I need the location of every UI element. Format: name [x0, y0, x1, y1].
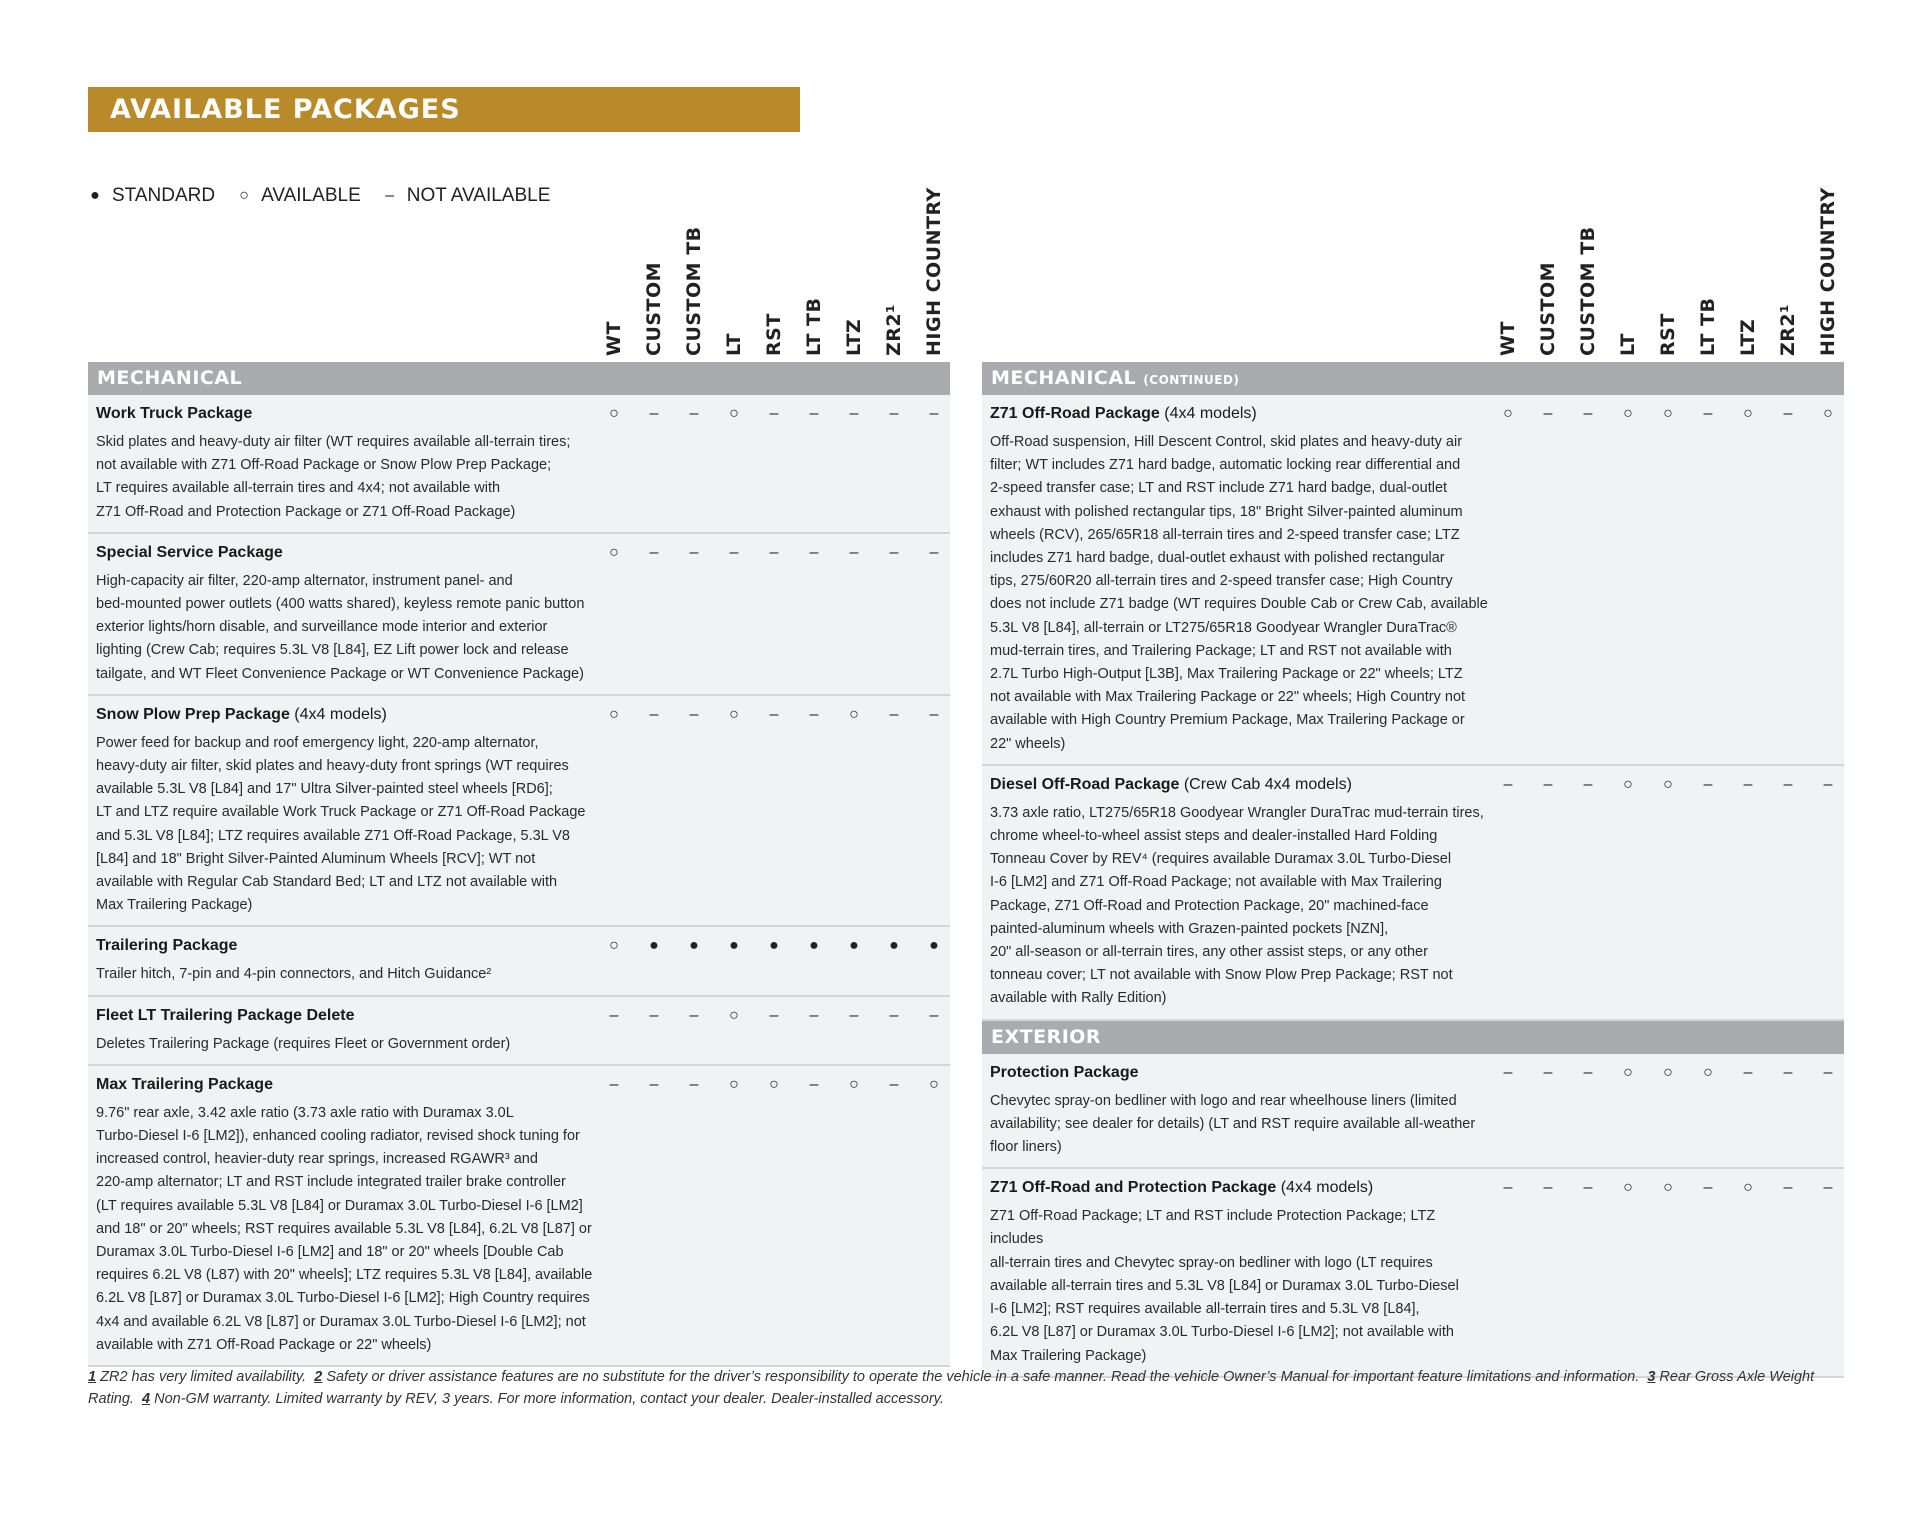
availability-mark: –	[1583, 1063, 1593, 1081]
availability-mark: –	[1543, 1179, 1553, 1197]
description-line: 6.2L V8 [L87] or Duramax 3.0L Turbo-Diesel I-6 [LM2]; not available with	[990, 1324, 1454, 1341]
availability-mark: –	[1703, 775, 1713, 793]
trim-label: WT	[603, 321, 625, 356]
description-line: wheels (RCV), 265/65R18 all-terrain tires and 2-speed transfer case; LTZ	[990, 526, 1460, 543]
availability-mark: ○	[1623, 775, 1633, 793]
availability-mark: ○	[1663, 405, 1673, 422]
package-name: Fleet LT Trailering Package Delete	[96, 1006, 355, 1024]
package-description	[982, 427, 1490, 758]
description-line: not available with Max Trailering Package or 22" wheels; High Country not	[990, 689, 1466, 706]
availability-mark: ○	[849, 1075, 859, 1093]
description-line: 9.76" rear axle, 3.42 axle ratio (3.73 axle ratio with Duramax 3.0L	[96, 1104, 514, 1121]
description-line: Package, Z71 Off-Road and Protection Package, 20" machined-face	[990, 897, 1429, 914]
description-line: filter; WT includes Z71 hard badge, automatic locking rear differential and	[990, 457, 1461, 474]
description-line: Duramax 3.0L Turbo-Diesel I-6 [LM2] and 18" or 20" wheels [Double Cab	[96, 1244, 564, 1261]
description-line: tips, 275/60R20 all-terrain tires and 2-speed transfer case; High Country	[990, 573, 1453, 590]
description-line: does not include Z71 badge (WT requires Double Cab or Crew Cab, available	[990, 596, 1488, 613]
availability-mark: –	[1783, 1179, 1793, 1197]
trim-header	[982, 187, 1844, 362]
package-description	[88, 959, 596, 988]
description-line: 6.2L V8 [L87] or Duramax 3.0L Turbo-Diesel I-6 [LM2]; High Country requires	[96, 1290, 590, 1307]
availability-mark: –	[689, 705, 699, 723]
section-header	[982, 362, 1844, 395]
trim-label: ZR2¹	[883, 304, 905, 356]
availability-mark: –	[609, 1006, 619, 1024]
availability-mark: –	[609, 1075, 619, 1093]
trim-label: HIGH COUNTRY	[1817, 187, 1839, 356]
availability-mark: –	[1703, 1179, 1713, 1197]
section-title: MECHANICAL	[991, 367, 1137, 389]
availability-mark: –	[689, 543, 699, 561]
trim-column-header	[714, 181, 754, 356]
trim-column-header	[794, 181, 834, 356]
trim-column-header	[1688, 181, 1728, 356]
availability-mark: –	[649, 1075, 659, 1093]
trim-column-header	[1488, 181, 1528, 356]
availability-mark: –	[929, 1006, 939, 1024]
trim-label: CUSTOM TB	[1577, 226, 1599, 356]
description-line: Max Trailering Package)	[96, 897, 253, 914]
availability-mark: ○	[1623, 1063, 1633, 1081]
section-title: MECHANICAL	[97, 367, 243, 389]
package-row	[982, 766, 1844, 1021]
availability-mark: –	[1743, 775, 1753, 793]
footnote-text: Non-GM warranty. Limited warranty by REV, 3 years. For more information, contact your dealer. Dealer-installed accessory.	[154, 1391, 944, 1407]
trim-column-header	[674, 181, 714, 356]
description-line: chrome wheel-to-wheel assist steps and dealer-installed Hard Folding	[990, 828, 1438, 845]
description-line: tonneau cover; LT not available with Snow Plow Prep Package; RST not	[990, 967, 1453, 984]
package-description	[88, 1029, 596, 1058]
section-title-suffix: (CONTINUED)	[1143, 373, 1240, 387]
trim-column-header	[754, 181, 794, 356]
right-table	[982, 187, 1844, 1378]
availability-mark: –	[889, 543, 899, 561]
package-description	[88, 427, 596, 526]
availability-mark: –	[1743, 1063, 1753, 1081]
trim-label: WT	[1497, 321, 1519, 356]
footnote-number: 4	[142, 1391, 151, 1407]
left-table	[88, 187, 950, 1367]
trim-column-header	[1568, 181, 1608, 356]
availability-mark: –	[929, 705, 939, 723]
availability-mark: –	[809, 1006, 819, 1024]
description-line: not available with Z71 Off-Road Package or Snow Plow Prep Package;	[96, 457, 552, 474]
description-line: available with Z71 Off-Road Package or 22" wheels)	[96, 1336, 432, 1353]
availability-mark: –	[649, 1006, 659, 1024]
availability-mark: –	[689, 405, 699, 422]
availability-mark: –	[1823, 1063, 1833, 1081]
availability-mark: ○	[1503, 405, 1513, 422]
availability-mark: ●	[729, 937, 739, 955]
package-row	[982, 1169, 1844, 1377]
availability-mark: –	[1583, 775, 1593, 793]
availability-mark: –	[809, 1075, 819, 1093]
availability-mark: ○	[1823, 405, 1833, 422]
trim-column-header	[874, 181, 914, 356]
footnotes	[88, 1366, 1848, 1410]
description-line: High-capacity air filter, 220-amp alternator, instrument panel- and	[96, 572, 513, 589]
trim-column-header	[1808, 181, 1848, 356]
description-line: 20" all-season or all-terrain tires, any other assist steps, or any other	[990, 944, 1428, 961]
availability-mark: –	[729, 543, 739, 561]
availability-mark: –	[889, 1006, 899, 1024]
package-name: Max Trailering Package	[96, 1075, 273, 1093]
trim-column-header	[1728, 181, 1768, 356]
page-title: AVAILABLE PACKAGES	[88, 87, 800, 132]
trim-column-header	[914, 181, 954, 356]
availability-mark: ●	[809, 937, 819, 955]
availability-mark: ○	[929, 1075, 939, 1093]
description-line: available with High Country Premium Package, Max Trailering Package or	[990, 712, 1465, 729]
description-line: and 18" or 20" wheels; RST requires available 5.3L V8 [L84], 6.2L V8 [L87] or	[96, 1220, 592, 1237]
description-line: exhaust with polished rectangular tips, 18" Bright Silver-painted aluminum	[990, 503, 1463, 520]
availability-mark: ●	[689, 937, 699, 955]
footnote-number: 3	[1647, 1369, 1656, 1385]
trim-label: RST	[1657, 313, 1679, 356]
package-row	[88, 997, 950, 1066]
description-line: (LT requires available 5.3L V8 [L84] or Duramax 3.0L Turbo-Diesel I-6 [LM2]	[96, 1197, 583, 1214]
package-description	[88, 728, 596, 920]
description-line: Tonneau Cover by REV⁴ (requires available Duramax 3.0L Turbo-Diesel	[990, 851, 1452, 868]
description-line: all-terrain tires and Chevytec spray-on bedliner with logo (LT requires	[990, 1254, 1433, 1271]
description-line: 5.3L V8 [L84], all-terrain or LT275/65R18 Goodyear Wrangler DuraTrac®	[990, 619, 1457, 636]
availability-mark: ○	[729, 1075, 739, 1093]
description-line: 220-amp alternator; LT and RST include integrated trailer brake controller	[96, 1174, 566, 1191]
availability-mark: –	[1583, 1179, 1593, 1197]
description-line: and 5.3L V8 [L84]; LTZ requires available Z71 Off-Road Package, 5.3L V8	[96, 827, 570, 844]
availability-mark: –	[649, 543, 659, 561]
trim-column-header	[1528, 181, 1568, 356]
availability-mark: –	[929, 543, 939, 561]
package-name: Diesel Off-Road Package	[990, 775, 1180, 793]
description-line: 2.7L Turbo High-Output [L3B], Max Trailering Package or 22" wheels; LTZ	[990, 666, 1463, 683]
description-line: Turbo-Diesel I-6 [LM2]), enhanced cooling radiator, revised shock tuning for	[96, 1128, 580, 1145]
package-row	[88, 696, 950, 928]
footnote-number: 1	[88, 1369, 97, 1385]
availability-mark: –	[769, 705, 779, 723]
availability-mark: ○	[1663, 1063, 1673, 1081]
availability-mark: ○	[609, 405, 619, 422]
description-line: Z71 Off-Road and Protection Package or Z71 Off-Road Package)	[96, 503, 516, 520]
description-line: available all-terrain tires and 5.3L V8 [L84] or Duramax 3.0L Turbo-Diesel	[990, 1277, 1459, 1294]
description-line: increased control, heavier-duty rear springs, increased RGAWR³ and	[96, 1151, 538, 1168]
availability-mark: –	[689, 1006, 699, 1024]
availability-mark: ○	[729, 405, 739, 422]
availability-mark: –	[809, 705, 819, 723]
availability-mark: ○	[1663, 1179, 1673, 1197]
description-line: Max Trailering Package)	[990, 1347, 1147, 1364]
description-line: Power feed for backup and roof emergency light, 220-amp alternator,	[96, 734, 539, 751]
trim-label: LTZ	[843, 318, 865, 356]
description-line: exterior lights/horn disable, and surveillance mode interior and exterior	[96, 619, 548, 636]
description-line: 4x4 and available 6.2L V8 [L87] or Duramax 3.0L Turbo-Diesel I-6 [LM2]; not	[96, 1313, 586, 1330]
trim-column-header	[594, 181, 634, 356]
description-line: Deletes Trailering Package (requires Fleet or Government order)	[96, 1035, 511, 1052]
availability-mark: –	[1823, 1179, 1833, 1197]
legend-not-available-label: NOT AVAILABLE	[406, 185, 551, 206]
trim-label: ZR2¹	[1777, 304, 1799, 356]
availability-mark: –	[1503, 1179, 1513, 1197]
description-line: requires 6.2L V8 (L87) with 20" wheels]; LTZ requires 5.3L V8 [L84], available	[96, 1267, 593, 1284]
availability-mark: –	[1583, 405, 1593, 422]
availability-mark: ○	[729, 1006, 739, 1024]
trim-label: LT	[1617, 333, 1639, 356]
description-line: I-6 [LM2]; RST requires available all-terrain tires and 5.3L V8 [L84],	[990, 1301, 1420, 1318]
availability-mark: –	[1543, 775, 1553, 793]
package-description	[982, 1201, 1490, 1369]
availability-mark: –	[1823, 775, 1833, 793]
availability-mark: ○	[1743, 405, 1753, 422]
description-line: bed-mounted power outlets (400 watts shared), keyless remote panic button	[96, 596, 585, 613]
availability-mark: ○	[609, 705, 619, 723]
availability-mark: –	[769, 405, 779, 422]
description-line: mud-terrain tires, and Trailering Package; LT and RST not available with	[990, 642, 1452, 659]
legend-available-label: AVAILABLE	[261, 185, 361, 206]
package-name: Special Service Package	[96, 543, 283, 561]
availability-mark: –	[1703, 405, 1713, 422]
package-description	[982, 798, 1490, 1013]
description-line: availability; see dealer for details) (LT and RST require available all-weather	[990, 1115, 1476, 1132]
package-row	[88, 927, 950, 996]
availability-mark: –	[1783, 1063, 1793, 1081]
availability-mark: –	[929, 405, 939, 422]
package-row	[88, 395, 950, 534]
footnote-text: Safety or driver assistance features are no substitute for the driver’s responsibility to operate the vehicle in a safe manner. Read the vehicle Owner’s Manual for important feature limitations and information.	[326, 1369, 1640, 1385]
description-line: I-6 [LM2] and Z71 Off-Road Package; not available with Max Trailering	[990, 874, 1442, 891]
description-line: available 5.3L V8 [L84] and 17" Ultra Silver-painted steel wheels [RD6];	[96, 781, 553, 798]
trim-label: LT TB	[1697, 297, 1719, 356]
availability-mark: ○	[849, 705, 859, 723]
availability-mark: –	[849, 543, 859, 561]
description-line: 22" wheels)	[990, 735, 1066, 752]
trim-label: RST	[763, 313, 785, 356]
description-line: LT and LTZ require available Work Truck Package or Z71 Off-Road Package	[96, 804, 586, 821]
availability-mark: –	[1503, 1063, 1513, 1081]
trim-column-header	[1648, 181, 1688, 356]
trim-label: HIGH COUNTRY	[923, 187, 945, 356]
description-line: available with Rally Edition)	[990, 990, 1167, 1007]
description-line: 3.73 axle ratio, LT275/65R18 Goodyear Wrangler DuraTrac mud-terrain tires,	[990, 804, 1484, 821]
package-description	[88, 566, 596, 688]
availability-mark: ○	[1663, 775, 1673, 793]
description-line: painted-aluminum wheels with Grazen-painted pockets [NZN],	[990, 920, 1389, 937]
filled-circle-icon: ●	[90, 187, 100, 204]
availability-mark: –	[1783, 775, 1793, 793]
availability-mark: –	[1503, 775, 1513, 793]
description-line: available with Regular Cab Standard Bed; LT and LTZ not available with	[96, 874, 558, 891]
availability-mark: ○	[609, 937, 619, 955]
package-qualifier: (4x4 models)	[1276, 1179, 1374, 1197]
trim-label: CUSTOM	[1537, 261, 1559, 356]
availability-mark: –	[649, 705, 659, 723]
trim-column-header	[834, 181, 874, 356]
trim-label: LTZ	[1737, 318, 1759, 356]
footnote-number: 2	[314, 1369, 323, 1385]
trim-column-header	[1768, 181, 1808, 356]
availability-mark: ○	[1743, 1179, 1753, 1197]
availability-mark: ○	[609, 543, 619, 561]
description-line: 2-speed transfer case; LT and RST include Z71 hard badge, dual-outlet	[990, 480, 1448, 497]
description-line: Skid plates and heavy-duty air filter (WT requires available all-terrain tires;	[96, 434, 571, 450]
description-line: heavy-duty air filter, skid plates and heavy-duty front springs (WT requires	[96, 758, 569, 775]
availability-mark: –	[889, 405, 899, 422]
availability-mark: –	[849, 1006, 859, 1024]
availability-mark: ○	[729, 705, 739, 723]
availability-mark: –	[809, 543, 819, 561]
open-circle-icon: ○	[239, 187, 249, 204]
availability-mark: –	[809, 405, 819, 422]
trim-column-header	[634, 181, 674, 356]
availability-mark: –	[1543, 1063, 1553, 1081]
availability-mark: –	[889, 705, 899, 723]
trim-label: LT	[723, 333, 745, 356]
availability-mark: –	[849, 405, 859, 422]
description-line: Chevytec spray-on bedliner with logo and rear wheelhouse liners (limited	[990, 1092, 1457, 1109]
description-line: Z71 Off-Road Package; LT and RST include Protection Package; LTZ includes	[990, 1208, 1436, 1248]
availability-mark: –	[769, 1006, 779, 1024]
package-row	[88, 1066, 950, 1367]
description-line: includes Z71 hard badge, dual-outlet exhaust with polished rectangular	[990, 550, 1445, 567]
availability-mark: –	[1783, 405, 1793, 422]
trim-label: CUSTOM	[643, 261, 665, 356]
footnote-text: Rear Gross Axle Weight Rating.	[88, 1369, 1815, 1407]
availability-mark: ○	[1703, 1063, 1713, 1081]
package-name: Work Truck Package	[96, 405, 253, 422]
availability-mark: ●	[929, 937, 939, 955]
package-name: Protection Package	[990, 1063, 1139, 1081]
availability-mark: –	[769, 543, 779, 561]
availability-mark: –	[889, 1075, 899, 1093]
package-name: Snow Plow Prep Package	[96, 705, 290, 723]
availability-mark: –	[649, 405, 659, 422]
trim-column-header	[1608, 181, 1648, 356]
description-line: [L84] and 18" Bright Silver-Painted Aluminum Wheels [RCV]; WT not	[96, 850, 536, 867]
trim-label: LT TB	[803, 297, 825, 356]
section-header	[88, 362, 950, 395]
legend-standard-label: STANDARD	[112, 185, 216, 206]
availability-mark: ○	[1623, 405, 1633, 422]
footnote-text: ZR2 has very limited availability.	[100, 1369, 307, 1385]
trim-header	[88, 187, 950, 362]
availability-mark: ○	[1623, 1179, 1633, 1197]
description-line: tailgate, and WT Fleet Convenience Package or WT Convenience Package)	[96, 665, 584, 682]
package-name: Z71 Off-Road and Protection Package	[990, 1179, 1277, 1197]
availability-mark: –	[689, 1075, 699, 1093]
package-description	[982, 1086, 1490, 1162]
availability-mark: ●	[849, 937, 859, 955]
dash-icon: –	[385, 187, 395, 204]
description-line: floor liners)	[990, 1139, 1062, 1156]
availability-mark: ●	[889, 937, 899, 955]
availability-mark: ●	[649, 937, 659, 955]
description-line: LT requires available all-terrain tires and 4x4; not available with	[96, 480, 501, 497]
description-line: Off-Road suspension, Hill Descent Control, skid plates and heavy-duty air	[990, 434, 1463, 450]
package-qualifier: (4x4 models)	[289, 705, 387, 723]
description-line: Trailer hitch, 7-pin and 4-pin connectors, and Hitch Guidance²	[96, 966, 492, 983]
description-line: lighting (Crew Cab; requires 5.3L V8 [L84], EZ Lift power lock and release	[96, 642, 569, 659]
package-row	[982, 1054, 1844, 1170]
section-title: EXTERIOR	[991, 1025, 1102, 1048]
package-qualifier: (4x4 models)	[1159, 405, 1257, 422]
availability-mark: –	[1543, 405, 1553, 422]
package-row	[982, 395, 1844, 766]
package-name: Trailering Package	[96, 937, 238, 955]
package-name: Z71 Off-Road Package	[990, 405, 1160, 422]
trim-label: CUSTOM TB	[683, 226, 705, 356]
availability-mark: ○	[769, 1075, 779, 1093]
availability-mark: ●	[769, 937, 779, 955]
package-row	[88, 534, 950, 696]
section-header	[982, 1021, 1844, 1054]
package-qualifier: (Crew Cab 4x4 models)	[1179, 775, 1352, 793]
package-description	[88, 1098, 596, 1359]
